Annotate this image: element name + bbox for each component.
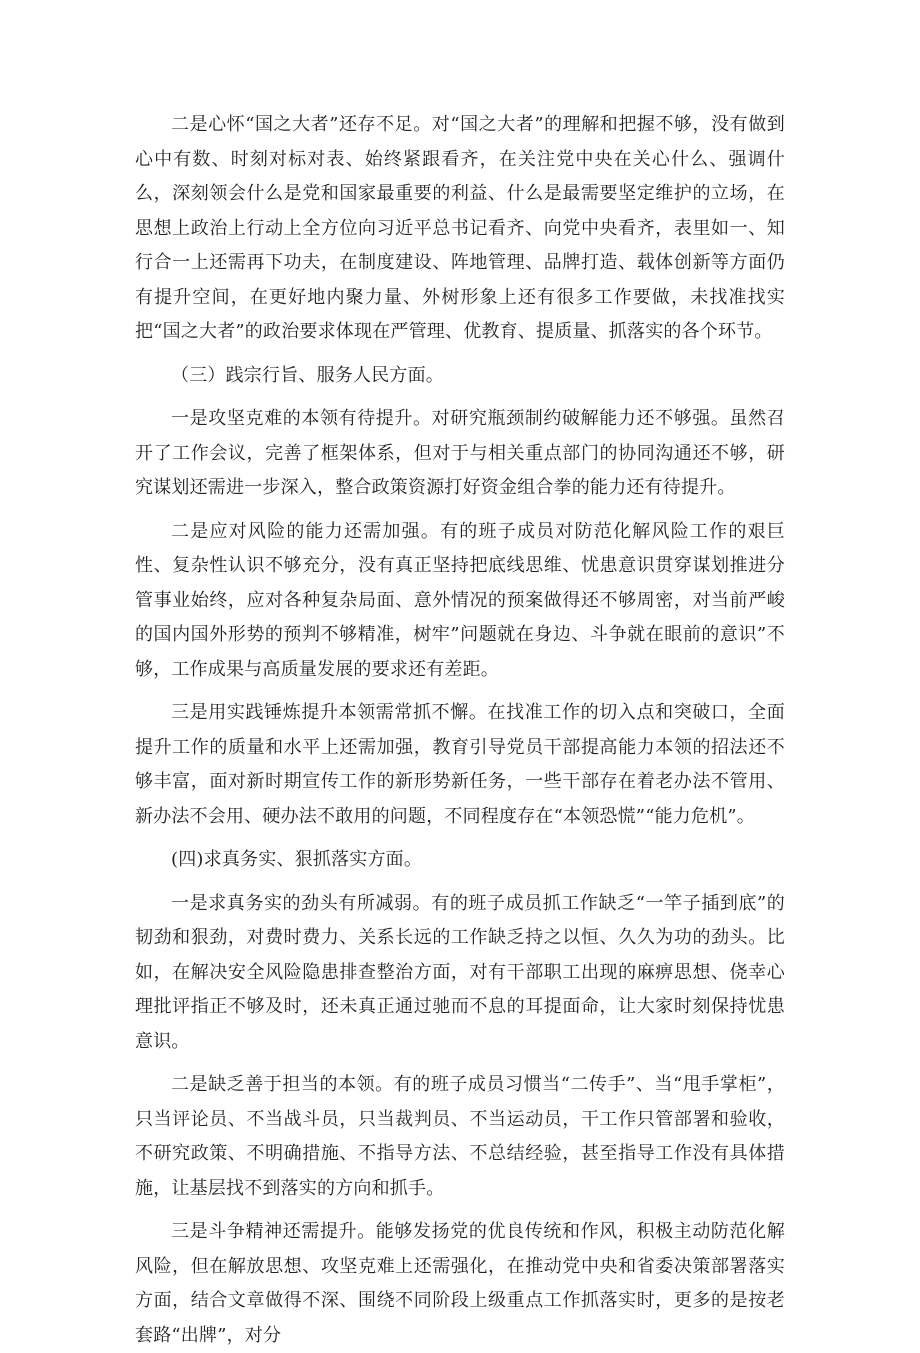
paragraph: 二是缺乏善于担当的本领。有的班子成员习惯当“二传手”、当“甩手掌柜”，只当评论员、不当战斗员，只当裁判员、不当运动员，干工作只管部署和验收，不研究政策、不明确措施、不指导方法、不总结经验，甚至指导工作没有具体措施，让基层找不到落实的方向和抓手。 [135,1074,785,1199]
section-heading: (四)求真务实、狠抓落实方面。 [171,849,423,870]
paragraph: 一是求真务实的劲头有所减弱。有的班子成员抓工作缺乏“一竿子插到底”的韧劲和狠劲，对费时费力、关系长远的工作缺乏持之以恒、久久为功的劲头。比如，在解决安全风险隐患排查整治方面，对有干部职工出现的麻痹思想、侥幸心理批评指正不够及时，还未真正通过驰而不息的耳提面命，让大家时刻保持忧患意识。 [135,892,785,1052]
paragraph: 二是应对风险的能力还需加强。有的班子成员对防范化解风险工作的艰巨性、复杂性认识不够充分，没有真正坚持把底线思维、忧患意识贯穿谋划推进分管事业始终，应对各种复杂局面、意外情况的预案做得还不够周密，对当前严峻的国内国外形势的预判不够精准，树牢”问题就在身边、斗争就在眼前的意识”不够，工作成果与高质量发展的要求还有差距。 [135,520,785,680]
paragraph: 三是用实践锤炼提升本领需常抓不懈。在找准工作的切入点和突破口，全面提升工作的质量和水平上还需加强，教育引导党员干部提高能力本领的招法还不够丰富，面对新时期宣传工作的新形势新任务，一些干部存在着老办法不管用、新办法不会用、硬办法不敢用的问题，不同程度存在“本领恐慌”“能力危机”。 [135,702,785,827]
paragraph: 二是心怀“国之大者”还存不足。对“国之大者”的理解和把握不够，没有做到心中有数、时刻对标对表、始终紧跟看齐，在关注党中央在关心什么、强调什么，深刻领会什么是党和国家最重要的利益、什么是最需要坚定维护的立场，在思想上政治上行动上全方位向习近平总书记看齐、向党中央看齐，表里如一、知行合一上还需再下功夫，在制度建设、阵地管理、品牌打造、载体创新等方面仍有提升空间，在更好地内聚力量、外树形象上还有很多工作要做，未找准找实把“国之大者”的政治要求体现在严管理、优教育、提质量、抓落实的各个环节。 [135,114,785,342]
section-heading: （三）践宗行旨、服务人民方面。 [171,364,444,386]
paragraph: 一是攻坚克难的本领有待提升。对研究瓶颈制约破解能力还不够强。虽然召开了工作会议，完善了框架体系，但对于与相关重点部门的协同沟通还不够，研究谋划还需进一步深入，整合政策资源打好资金组合拳的能力还有待提升。 [135,408,785,498]
document-body [135,108,785,1353]
paragraph: 三是斗争精神还需提升。能够发扬党的优良传统和作风，积极主动防范化解风险，但在解放思想、攻坚克难上还需强化，在推动党中央和省委决策部署落实方面，结合文章做得不深、围绕不同阶段上级重点工作抓落实时，更多的是按老套路“出牌”，对分 [135,1221,785,1346]
